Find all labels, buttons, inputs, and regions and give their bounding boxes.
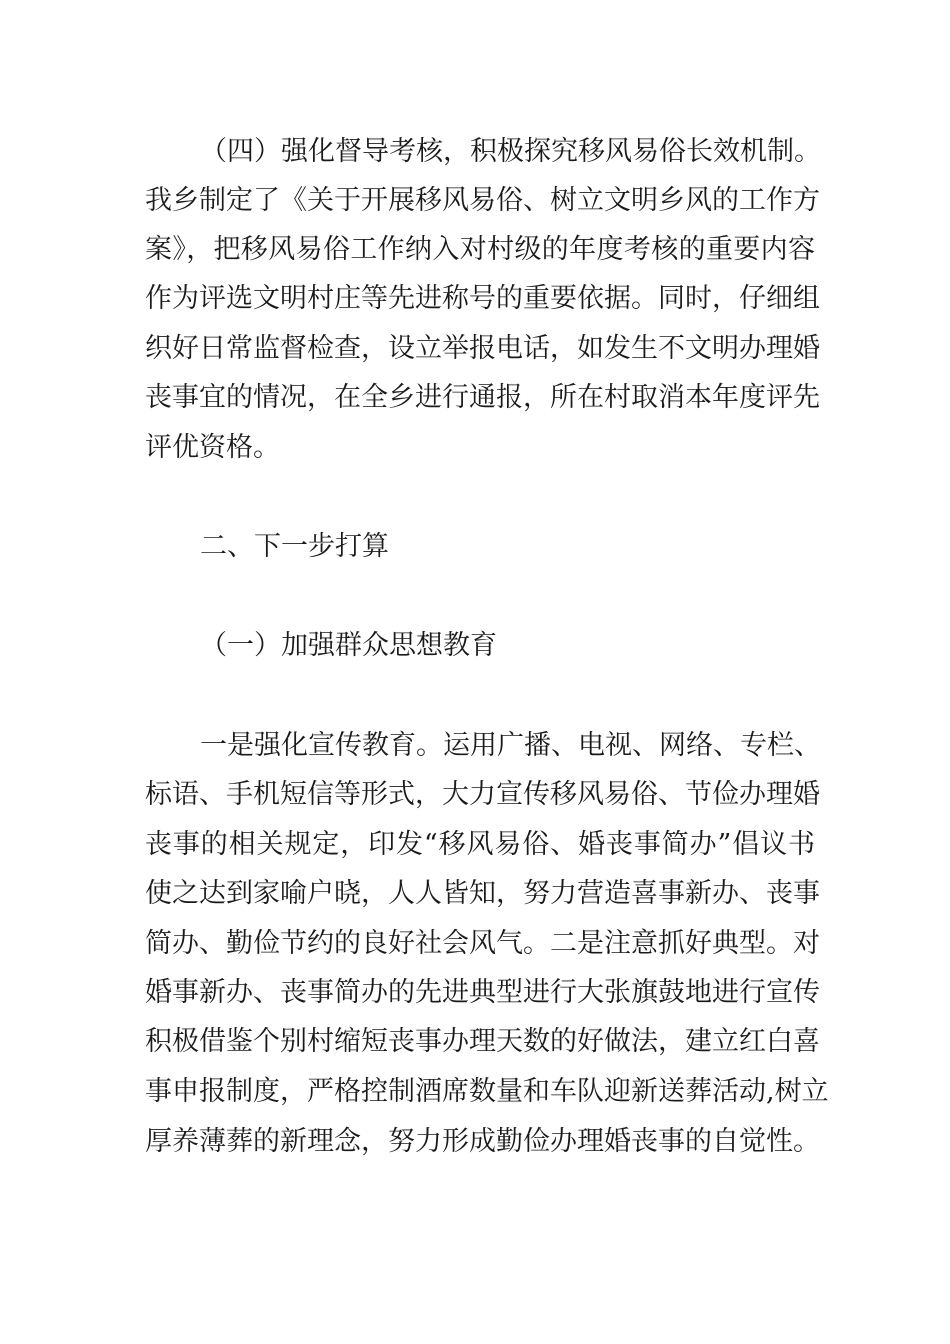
paragraph-line: 事申报制度，严格控制酒席数量和车队迎新送葬活动,树立 bbox=[145, 1076, 829, 1107]
paragraph-line: （四）强化督导考核，积极探究移风易俗长效机制。 bbox=[200, 136, 821, 167]
paragraph-line: 使之达到家喻户晓，人人皆知，努力营造喜事新办、丧事 bbox=[145, 878, 820, 909]
paragraph-line: 厚养薄葬的新理念，努力形成勤俭办理婚丧事的自觉性。 bbox=[145, 1126, 820, 1157]
paragraph-line: 案》，把移风易俗工作纳入对村级的年度考核的重要内容 bbox=[145, 234, 815, 265]
paragraph-line: 一是强化宣传教育。运用广播、电视、网络、专栏、 bbox=[200, 730, 821, 761]
paragraph-line: 织好日常监督检查，设立举报电话，如发生不文明办理婚 bbox=[145, 333, 820, 364]
paragraph-line: 标语、手机短信等形式，大力宣传移风易俗、节俭办理婚 bbox=[145, 779, 820, 810]
paragraph-line: 积极借鉴个别村缩短丧事办理天数的好做法，建立红白喜 bbox=[145, 1026, 820, 1057]
subsection-one-heading: （一）加强群众思想教育 bbox=[200, 630, 497, 661]
paragraph-line: 婚事新办、丧事简办的先进典型进行大张旗鼓地进行宣传 bbox=[145, 977, 820, 1008]
next-steps-heading: 二、下一步打算 bbox=[200, 531, 389, 562]
paragraph-line: 简办、勤俭节约的良好社会风气。二是注意抓好典型。对 bbox=[145, 928, 820, 959]
paragraph-line: 评优资格。 bbox=[145, 432, 280, 463]
paragraph-line: 丧事的相关规定，印发“移风易俗、婚丧事简办”倡议书 bbox=[145, 829, 815, 860]
paragraph-line: 丧事宜的情况，在全乡进行通报，所在村取消本年度评先 bbox=[145, 382, 820, 413]
paragraph-line: 作为评选文明村庄等先进称号的重要依据。同时，仔细组 bbox=[145, 283, 820, 314]
paragraph-line: 我乡制定了《关于开展移风易俗、树立文明乡风的工作方 bbox=[145, 185, 820, 216]
